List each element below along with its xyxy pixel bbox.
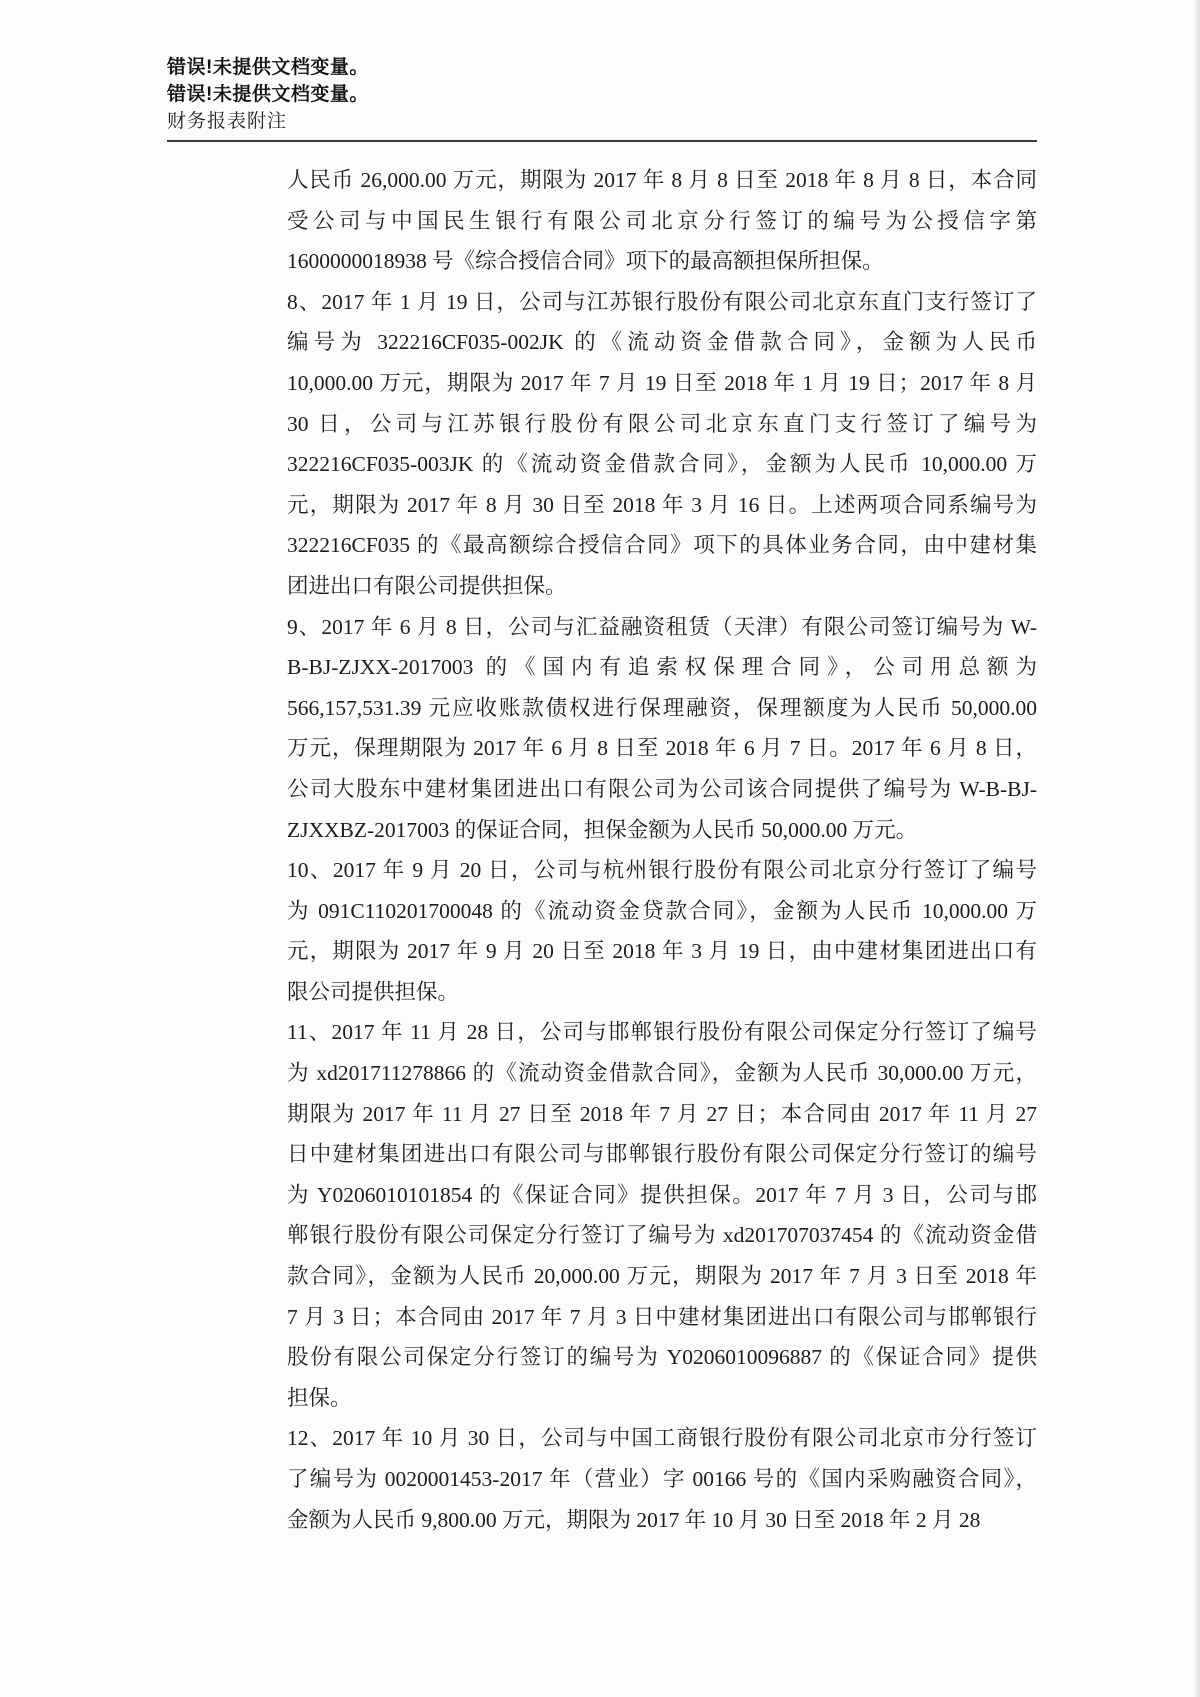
paragraph-11 <box>287 1012 1037 1418</box>
paragraph-7-continuation <box>287 160 1037 282</box>
text-line: 万元，保理期限为 2017 年 6 月 8 日至 2018 年 6 月 7 日。2017 年 6 月 8 日， <box>287 736 1037 761</box>
header-error-line-1: 错误!未提供文档变量。 <box>167 57 369 78</box>
text-line: 团进出口有限公司提供担保。 <box>287 573 567 598</box>
text-line: 为 Y0206010101854 的《保证合同》提供担保。2017 年 7 月 3 日，公司与邯 <box>287 1182 1037 1207</box>
paragraph-10 <box>287 850 1037 1012</box>
text-line: 为 xd201711278866 的《流动资金借款合同》，金额为人民币 30,000.00 万元， <box>287 1061 1037 1086</box>
text-line: 限公司提供担保。 <box>287 979 460 1004</box>
text-line: 受公司与中国民生银行有限公司北京分行签订的编号为公授信字第 <box>287 208 1037 233</box>
text-line: 元，期限为 2017 年 8 月 30 日至 2018 年 3 月 16 日。上述两项合同系编号为 <box>287 492 1037 517</box>
text-line: 款合同》，金额为人民币 20,000.00 万元，期限为 2017 年 7 月 3 日至 2018 年 <box>287 1264 1037 1289</box>
text-line: 元，期限为 2017 年 9 月 20 日至 2018 年 3 月 19 日，由中建材集团进出口有 <box>287 939 1037 964</box>
text-line: 为 091C110201700048 的《流动资金贷款合同》，金额为人民币 10,000.00 万 <box>287 898 1037 923</box>
document-header <box>167 54 1037 142</box>
text-line: 10、2017 年 9 月 20 日，公司与杭州银行股份有限公司北京分行签订了编号 <box>287 858 1037 883</box>
text-line: 1600000018938 号《综合授信合同》项下的最高额担保所担保。 <box>287 249 884 274</box>
paragraph-8 <box>287 282 1037 607</box>
text-line: 30 日，公司与江苏银行股份有限公司北京东直门支行签订了编号为 <box>287 411 1037 436</box>
text-line: 566,157,531.39 元应收账款债权进行保理融资，保理额度为人民币 50,000.00 <box>287 695 1037 720</box>
text-line: 担保。 <box>287 1385 352 1410</box>
text-line: 金额为人民币 9,800.00 万元，期限为 2017 年 10 月 30 日至 2018 年 2 月 28 <box>287 1507 981 1532</box>
text-line: 人民币 26,000.00 万元，期限为 2017 年 8 月 8 日至 2018 年 8 月 8 日，本合同 <box>287 168 1037 192</box>
text-line: 7 月 3 日；本合同由 2017 年 7 月 3 日中建材集团进出口有限公司与邯郸银行 <box>287 1304 1037 1329</box>
scan-edge-shadow <box>1193 0 1200 1697</box>
text-line: ZJXXBZ-2017003 的保证合同，担保金额为人民币 50,000.00 万元。 <box>287 817 918 842</box>
text-line: B-BJ-ZJXX-2017003 的《国内有追索权保理合同》，公司用总额为 <box>287 655 1037 680</box>
paragraph-9 <box>287 607 1037 851</box>
document-body <box>287 160 1037 1540</box>
text-line: 8、2017 年 1 月 19 日，公司与江苏银行股份有限公司北京东直门支行签订了 <box>287 289 1037 314</box>
header-section-title: 财务报表附注 <box>167 111 288 132</box>
paragraph-12 <box>287 1418 1037 1540</box>
text-line: 编号为 322216CF035-002JK 的《流动资金借款合同》，金额为人民币 <box>287 330 1037 355</box>
text-line: 股份有限公司保定分行签订的编号为 Y0206010096887 的《保证合同》提供 <box>287 1345 1037 1370</box>
text-line: 了编号为 0020001453-2017 年（营业）字 00166 号的《国内采购融资合同》， <box>287 1467 1037 1491</box>
text-line: 10,000.00 万元，期限为 2017 年 7 月 19 日至 2018 年 1 月 19 日；2017 年 8 月 <box>287 370 1037 395</box>
text-line: 郸银行股份有限公司保定分行签订了编号为 xd201707037454 的《流动资金借 <box>287 1223 1037 1248</box>
text-line: 9、2017 年 6 月 8 日，公司与汇益融资租赁（天津）有限公司签订编号为 W- <box>287 614 1037 639</box>
text-line: 12、2017 年 10 月 30 日，公司与中国工商银行股份有限公司北京市分行签订 <box>287 1426 1037 1451</box>
text-line: 期限为 2017 年 11 月 27 日至 2018 年 7 月 27 日；本合同由 2017 年 11 月 27 <box>287 1101 1037 1126</box>
header-error-line-2: 错误!未提供文档变量。 <box>167 84 369 105</box>
text-line: 公司大股东中建材集团进出口有限公司为公司该合同提供了编号为 W-B-BJ- <box>287 776 1037 801</box>
text-line: 11、2017 年 11 月 28 日，公司与邯郸银行股份有限公司保定分行签订了编号 <box>287 1020 1037 1045</box>
text-line: 日中建材集团进出口有限公司与邯郸银行股份有限公司保定分行签订的编号 <box>287 1142 1037 1167</box>
text-line: 322216CF035 的《最高额综合授信合同》项下的具体业务合同，由中建材集 <box>287 533 1037 558</box>
header-rule <box>167 140 1037 142</box>
text-line: 322216CF035-003JK 的《流动资金借款合同》，金额为人民币 10,000.00 万 <box>287 452 1037 477</box>
